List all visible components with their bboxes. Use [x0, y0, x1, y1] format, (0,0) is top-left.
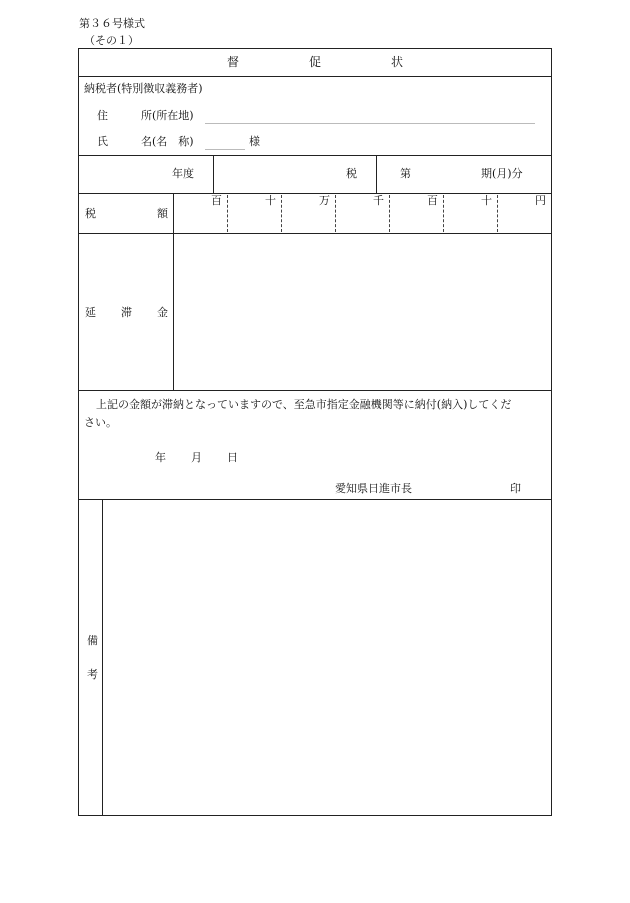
late-fee-label-1: 延: [85, 306, 96, 319]
divider: [78, 233, 552, 234]
digit-ten: 十: [481, 194, 492, 207]
taxpayer-header: 納税者(特別徴収義務者): [84, 82, 203, 95]
late-fee-field[interactable]: [175, 235, 550, 389]
digit-thousand: 千: [373, 194, 384, 207]
issuer: 愛知県日進市長: [335, 482, 412, 495]
date-month: 月: [191, 451, 202, 464]
name-label-1: 氏: [97, 135, 108, 148]
digit-ten-million: 十: [265, 194, 276, 207]
digit-ten-thousand: 万: [319, 194, 330, 207]
remarks-field[interactable]: [104, 501, 550, 814]
digit-hundred: 百: [427, 194, 438, 207]
address-label-2: 所(所在地): [141, 109, 194, 122]
divider: [173, 193, 174, 390]
title-char-3: 状: [391, 55, 404, 69]
tax-amount-label-2: 額: [157, 207, 168, 220]
divider: [78, 499, 552, 500]
digit-yen: 円: [535, 194, 546, 207]
divider: [78, 390, 552, 391]
divider: [78, 155, 552, 156]
honorific: 様: [249, 135, 260, 148]
name-label-2: 名(名 称): [141, 135, 194, 148]
tax-type-label: 税: [346, 167, 357, 180]
divider: [376, 155, 377, 193]
divider: [102, 499, 103, 816]
tax-amount-field[interactable]: [175, 210, 550, 232]
title-char-1: 督: [227, 55, 240, 69]
divider: [213, 155, 214, 193]
notice-line-1: 上記の金額が滞納となっていますので、至急市指定金融機関等に納付(納入)してくだ: [96, 398, 512, 411]
late-fee-label-3: 金: [157, 306, 168, 319]
date-year: 年: [155, 451, 166, 464]
late-fee-label-2: 滞: [121, 306, 132, 319]
digit-hundred-million: 百: [211, 194, 222, 207]
period-suffix: 期(月)分: [481, 167, 523, 180]
tax-amount-label-1: 税: [85, 207, 96, 220]
fiscal-year-label: 年度: [172, 167, 194, 180]
notice-line-2: さい。: [84, 416, 117, 429]
remarks-label-1: 備: [87, 634, 98, 647]
address-label-1: 住: [97, 109, 108, 122]
form-number: 第３６号様式: [79, 17, 145, 30]
name-field[interactable]: [205, 149, 245, 150]
title-char-2: 促: [309, 55, 322, 69]
date-day: 日: [227, 451, 238, 464]
address-field[interactable]: [205, 123, 535, 124]
form-sub-number: （その１）: [84, 34, 139, 47]
period-prefix: 第: [400, 167, 411, 180]
remarks-label-2: 考: [87, 668, 98, 681]
seal-mark: 印: [510, 482, 521, 495]
divider: [78, 76, 552, 77]
